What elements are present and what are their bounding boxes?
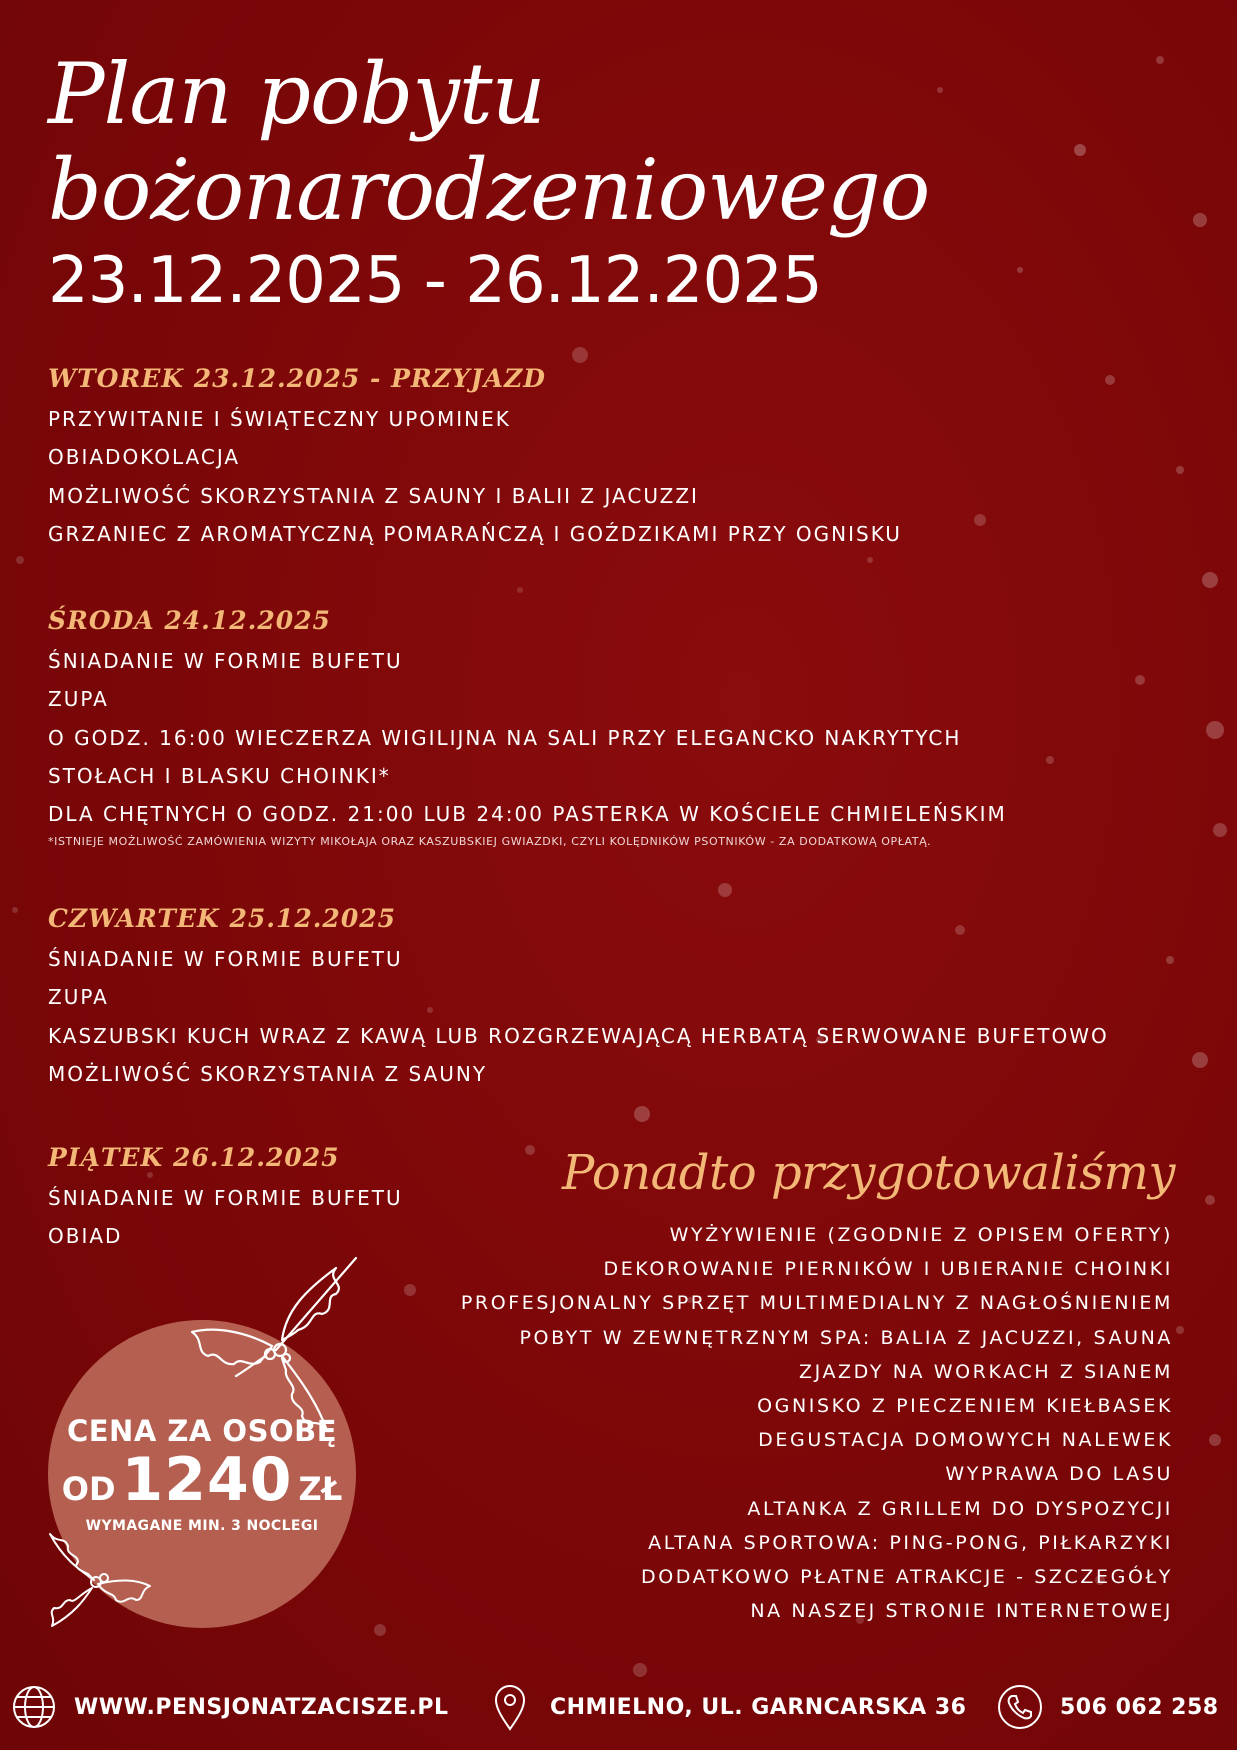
extras-item: ALTANA SPORTOWA: PING-PONG, PIŁKARZYKI [648, 1531, 1173, 1554]
day-item: ŚNIADANIE W FORMIE BUFETU [48, 947, 403, 971]
day-item: OBIAD [48, 1224, 123, 1249]
day-item: O GODZ. 16:00 WIECZERZA WIGILIJNA NA SALI PRZY ELEGANCKO NAKRYTYCH [48, 725, 962, 750]
location-pin-icon [486, 1683, 534, 1731]
address-text: CHMIELNO, UL. GARNCARSKA 36 [550, 1694, 967, 1720]
extras-item: PROFESJONALNY SPRZĘT MULTIMEDIALNY Z NAGŁOŚNIENIEM [460, 1292, 1173, 1315]
price-currency: ZŁ [298, 1470, 343, 1508]
extras-item: DEGUSTACJA DOMOWYCH NALEWEK [758, 1429, 1173, 1452]
price-amount-row [48, 1445, 356, 1521]
day-item: KASZUBSKI KUCH WRAZ Z KAWĄ LUB ROZGRZEWAJĄCĄ HERBATĄ SERWOWANE BUFETOWO [48, 1023, 1109, 1048]
price-label: CENA ZA OSOBĘ [66, 1414, 338, 1448]
globe-icon [10, 1683, 58, 1731]
day-item: DLA CHĘTNYCH O GODZ. 21:00 LUB 24:00 PASTERKA W KOŚCIELE CHMIELEŃSKIM [48, 802, 1007, 827]
day-section-friday [48, 1141, 468, 1256]
phone-text: 506 062 258 [1060, 1694, 1219, 1720]
day-heading: ŚRODA 24.12.2025 [48, 606, 331, 635]
extras-item: ZJAZDY NA WORKACH Z SIANEM [798, 1360, 1173, 1383]
website-text: WWW.PENSJONATZACISZE.PL [74, 1694, 449, 1720]
footer-website[interactable] [10, 1680, 449, 1734]
day-section-tuesday [48, 362, 1188, 553]
stay-dates: 23.12.2025 - 26.12.2025 [48, 244, 822, 318]
extras-item: DEKOROWANIE PIERNIKÓW I UBIERANIE CHOINKI [603, 1258, 1173, 1281]
day-heading: PIĄTEK 26.12.2025 [48, 1143, 340, 1172]
day-section-thursday [48, 902, 1188, 1093]
day-item: ZUPA [48, 687, 109, 712]
footnote: *ISTNIEJE MOŻLIWOŚĆ ZAMÓWIENIA WIZYTY MIKOŁAJA ORAZ KASZUBSKIEJ GWIAZDKI, CZYLI KOLĘDNIKÓW PSOTNIKÓW - ZA DODATKOWĄ OPŁATĄ. [48, 835, 932, 849]
day-heading: CZWARTEK 25.12.2025 [48, 904, 397, 933]
day-section-wednesday [48, 604, 1188, 851]
day-heading: WTOREK 23.12.2025 - PRZYJAZD [48, 364, 546, 393]
day-item: STOŁACH I BLASKU CHOINKI* [48, 763, 391, 788]
price-note: WYMAGANE MIN. 3 NOCLEGI [85, 1518, 319, 1534]
price-amount: 1240 [121, 1445, 293, 1515]
day-item: OBIADOKOLACJA [48, 445, 241, 470]
phone-icon [996, 1683, 1044, 1731]
extras-item: OGNISKO Z PIECZENIEM KIEŁBASEK [757, 1395, 1173, 1418]
price-prefix: OD [61, 1470, 116, 1508]
extras-item: NA NASZEJ STRONIE INTERNETOWEJ [750, 1600, 1173, 1623]
day-item: PRZYWITANIE I ŚWIĄTECZNY UPOMINEK [48, 407, 511, 431]
day-item: GRZANIEC Z AROMATYCZNĄ POMARAŃCZĄ I GOŹDZIKAMI PRZY OGNISKU [48, 521, 902, 546]
extras-item: ALTANKA Z GRILLEM DO DYSPOZYCJI [747, 1497, 1173, 1520]
title-line-1: Plan pobytu [48, 45, 545, 143]
day-item: ZUPA [48, 985, 109, 1010]
page-title [48, 46, 948, 238]
day-item: MOŻLIWOŚĆ SKORZYSTANIA Z SAUNY I BALII Z JACUZZI [48, 483, 699, 508]
extras-item: POBYT W ZEWNĘTRZNYM SPA: BALIA Z JACUZZI, SAUNA [519, 1326, 1173, 1349]
footer-phone[interactable] [996, 1680, 1219, 1734]
extras-item: WYPRAWA DO LASU [945, 1463, 1173, 1486]
day-item: ŚNIADANIE W FORMIE BUFETU [48, 649, 403, 673]
day-item: ŚNIADANIE W FORMIE BUFETU [48, 1186, 403, 1210]
title-line-2: bożonarodzeniowego [48, 141, 930, 239]
extras-item: WYŻYWIENIE (ZGODNIE Z OPISEM OFERTY) [669, 1224, 1173, 1246]
extras-item: DODATKOWO PŁATNE ATRAKCJE - SZCZEGÓŁY [640, 1566, 1173, 1589]
extras-title: Ponadto przygotowaliśmy [561, 1145, 1175, 1201]
footer-address [486, 1680, 966, 1734]
extras-list [461, 1218, 1173, 1628]
day-item: MOŻLIWOŚĆ SKORZYSTANIA Z SAUNY [48, 1061, 488, 1086]
footer [0, 1680, 1237, 1734]
